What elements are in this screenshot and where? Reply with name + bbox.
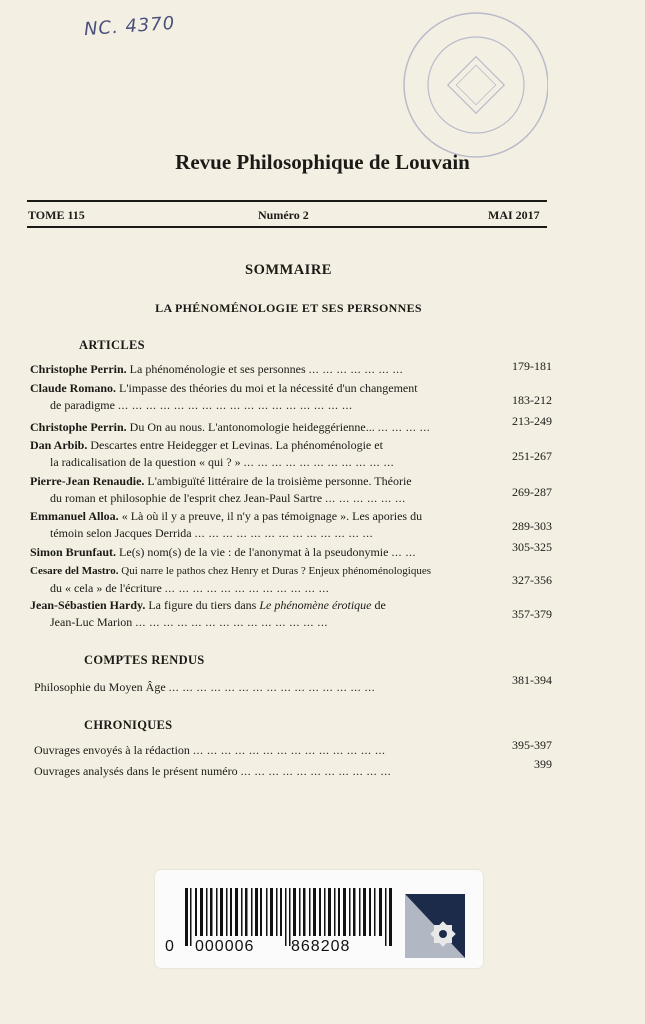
chronique-entry: Ouvrages analysés dans le présent numéro ... ... ... ... ... ... ... ... ... ... ... bbox=[34, 764, 392, 778]
review-entry: Philosophie du Moyen Âge ... ... ... ... ... ... ... ... ... ... ... ... ... ... ... bbox=[34, 680, 376, 694]
article-author: Cesare del Mastro. bbox=[30, 565, 119, 577]
article-title-cont: la radicalisation de la question « qui ? » bbox=[50, 455, 241, 469]
article-author: Jean-Sébastien Hardy. bbox=[30, 598, 146, 612]
article-title-cont: Jean-Luc Marion bbox=[50, 615, 133, 629]
handwritten-call-number: NC. 4370 bbox=[83, 12, 176, 41]
article-entry: Emmanuel Alloa. « Là où il y a preuve, il n'y a pas témoignage ». Les apories du témoin selon Jacques Derrida ... ... ... ... ... ... ... ... ... ... ... ... ... bbox=[30, 509, 423, 540]
barcode-first-digit: 0 bbox=[165, 938, 175, 955]
article-title: L'ambiguïté littéraire de la troisième personne. Théorie bbox=[147, 474, 412, 488]
article-title-cont: de paradigme bbox=[50, 398, 115, 412]
article-pages: 305-325 bbox=[512, 540, 552, 554]
article-pages: 213-249 bbox=[512, 414, 552, 428]
article-entry: Christophe Perrin. La phénoménologie et ses personnes ... ... ... ... ... ... ... bbox=[30, 362, 404, 376]
chronique-pages: 395-397 bbox=[512, 738, 552, 752]
article-title: Descartes entre Heidegger et Levinas. La phénoménologie et bbox=[90, 438, 383, 452]
article-title: Le(s) nom(s) de la vie : de l'anonymat à la pseudonymie bbox=[119, 545, 389, 559]
article-pages: 183-212 bbox=[512, 393, 552, 407]
journal-title: Revue Philosophique de Louvain bbox=[175, 150, 470, 174]
article-author: Claude Romano. bbox=[30, 381, 117, 395]
article-pages: 289-303 bbox=[512, 519, 552, 533]
article-author: Christophe Perrin. bbox=[30, 420, 127, 434]
article-title-cont: du roman et philosophie de l'esprit chez Jean-Paul Sartre bbox=[50, 491, 323, 505]
barcode-group-1: 000006 bbox=[195, 938, 255, 955]
article-author: Pierre-Jean Renaudie. bbox=[30, 474, 145, 488]
article-title: L'impasse des théories du moi et la nécessité d'un changement bbox=[119, 381, 418, 395]
article-author: Christophe Perrin. bbox=[30, 362, 127, 376]
theme-heading: LA PHÉNOMÉNOLOGIE ET SES PERSONNES bbox=[155, 301, 422, 315]
article-entry: Claude Romano. L'impasse des théories du moi et la nécessité d'un changement de paradigme ... ... ... ... ... ... ... ... ... ... ... ... ... ... ... ... ... bbox=[30, 381, 418, 412]
article-title-after: de bbox=[374, 598, 386, 612]
articles-heading: ARTICLES bbox=[79, 338, 145, 352]
article-entry: Christophe Perrin. Du On au nous. L'antonomologie heideggérienne... ... ... ... ... bbox=[30, 420, 431, 434]
article-entry: Cesare del Mastro. Qui narre le pathos chez Henry et Duras ? Enjeux phénoménologiques du « cela » de l'écriture ... ... ... ... ... ... ... ... ... ... ... ... bbox=[30, 565, 431, 595]
comptes-rendus-heading: COMPTES RENDUS bbox=[84, 653, 205, 667]
tome-label: TOME 115 bbox=[28, 208, 85, 222]
article-title-cont: témoin selon Jacques Derrida bbox=[50, 526, 192, 540]
article-title: Du On au nous. L'antonomologie heideggérienne... bbox=[129, 420, 375, 434]
review-pages: 381-394 bbox=[512, 673, 552, 687]
article-title: Qui narre le pathos chez Henry et Duras ? Enjeux phénoménologiques bbox=[121, 565, 431, 577]
article-pages: 357-379 bbox=[512, 607, 552, 621]
article-entry: Dan Arbib. Descartes entre Heidegger et Levinas. La phénoménologie et la radicalisation de la question « qui ? » ... ... ... ... ... ... ... ... ... ... ... bbox=[30, 438, 395, 469]
article-author: Simon Brunfaut. bbox=[30, 545, 117, 559]
chronique-pages: 399 bbox=[534, 757, 552, 771]
chronique-entry: Ouvrages envoyés à la rédaction ... ... ... ... ... ... ... ... ... ... ... ... ... ... bbox=[34, 743, 386, 757]
barcode-group-2: 868208 bbox=[291, 938, 351, 955]
chronique-title: Ouvrages analysés dans le présent numéro bbox=[34, 764, 238, 778]
header-rule-top bbox=[27, 200, 547, 202]
article-entry: Simon Brunfaut. Le(s) nom(s) de la vie : de l'anonymat à la pseudonymie ... ... bbox=[30, 545, 416, 559]
numero-label: Numéro 2 bbox=[258, 208, 309, 222]
review-title: Philosophie du Moyen Âge bbox=[34, 680, 166, 694]
article-title: La figure du tiers dans bbox=[148, 598, 257, 612]
article-entry: Jean-Sébastien Hardy. La figure du tiers dans Le phénomène érotique de Jean-Luc Marion ... ... ... ... ... ... ... ... ... ... ... ... ... ... bbox=[30, 598, 386, 629]
article-author: Emmanuel Alloa. bbox=[30, 509, 119, 523]
library-stamp-icon bbox=[398, 0, 548, 175]
article-title: La phénoménologie et ses personnes bbox=[129, 362, 306, 376]
article-entry: Pierre-Jean Renaudie. L'ambiguïté littéraire de la troisième personne. Théorie du roman et philosophie de l'esprit chez Jean-Paul Sartre ... ... ... ... ... ... bbox=[30, 474, 412, 505]
sommaire-heading: SOMMAIRE bbox=[245, 262, 332, 278]
article-pages: 251-267 bbox=[512, 449, 552, 463]
article-pages: 327-356 bbox=[512, 573, 552, 587]
date-label: MAI 2017 bbox=[488, 208, 540, 222]
barcode-label bbox=[155, 870, 483, 968]
header-rule-bottom bbox=[27, 226, 547, 228]
chroniques-heading: CHRONIQUES bbox=[84, 718, 173, 732]
article-title-italic: Le phénomène érotique bbox=[259, 598, 372, 612]
chronique-title: Ouvrages envoyés à la rédaction bbox=[34, 743, 190, 757]
library-logo-icon bbox=[405, 894, 465, 958]
article-title: « Là où il y a preuve, il n'y a pas témoignage ». Les apories du bbox=[121, 509, 423, 523]
article-pages: 179-181 bbox=[512, 359, 552, 373]
article-pages: 269-287 bbox=[512, 485, 552, 499]
article-author: Dan Arbib. bbox=[30, 438, 88, 452]
article-title-cont: du « cela » de l'écriture bbox=[50, 581, 162, 595]
